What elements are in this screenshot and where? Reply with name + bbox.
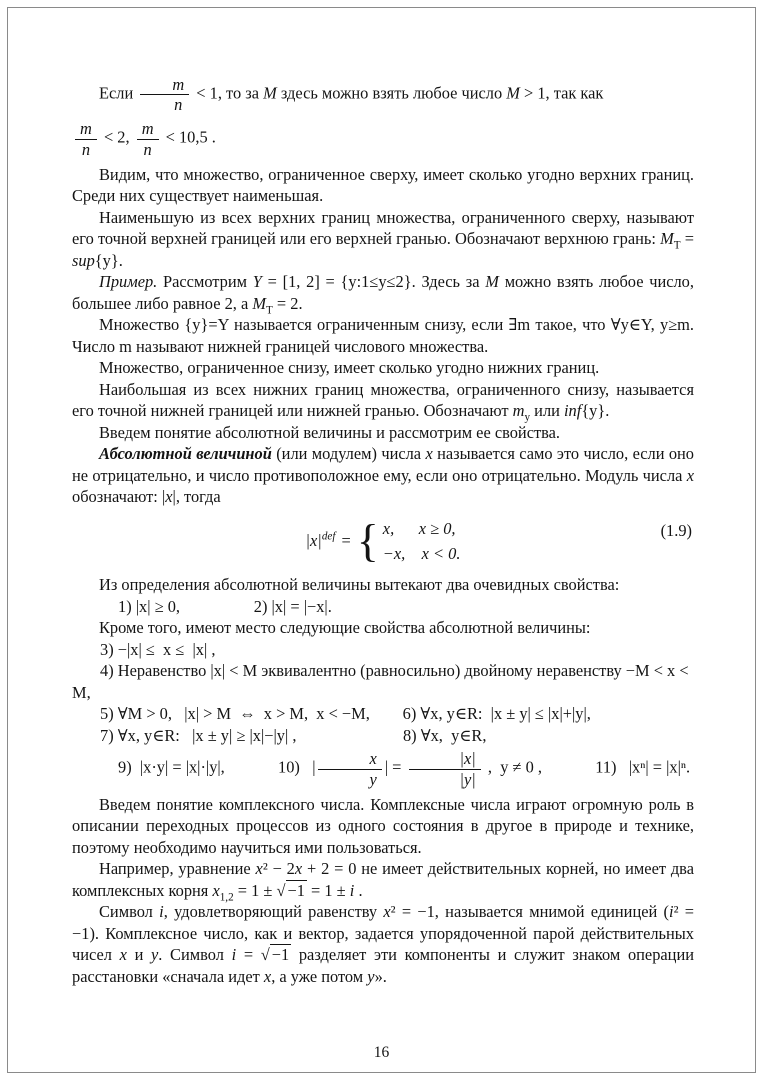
text-run: x xyxy=(119,945,127,965)
property-7-8: 7) ∀x, y∈R: |x ± y| ≥ |x|−|y| , 8) ∀x, y∈R, xyxy=(100,725,487,745)
text-run: i xyxy=(349,880,355,900)
property-1-2: 1) |x| ≥ 0, 2) |x| = |−x|. xyxy=(118,596,332,616)
text-run: M xyxy=(252,293,266,313)
equation-1-9 xyxy=(72,516,694,567)
page-number: 16 xyxy=(373,1044,390,1061)
text-run: = xyxy=(236,945,261,965)
text-run: {y}. xyxy=(581,401,610,421)
text-run: M xyxy=(485,272,499,292)
fraction: $\frac{m}{n}$ xyxy=(140,76,189,113)
paragraph-fraction-examples xyxy=(72,119,694,158)
text-run: , y ≠ 0 , 11) |xⁿ| = |x|ⁿ. xyxy=(483,757,691,777)
text-run: + 2 = 0 не имеет действительных корней, но имеет два комплексных корня xyxy=(72,859,694,900)
text-run: i xyxy=(231,945,237,965)
text-run: . Символ xyxy=(158,945,232,965)
square-root: √ −1 xyxy=(276,880,305,900)
text-run: ² − 2 xyxy=(262,859,295,879)
text-run: y xyxy=(367,966,375,986)
text-run: Пример. xyxy=(99,272,158,292)
text-run: можно взять любое число, большее либо равное 2, а xyxy=(72,272,694,313)
text-run: i xyxy=(159,902,164,922)
paragraph-bound-m-intro xyxy=(72,75,694,114)
text-run: x xyxy=(425,444,433,464)
text-run: x xyxy=(686,465,694,485)
text-run: называется само это число, если оно не отрицательно, и число противоположное ему, если оно отрицательно. Модуль числа xyxy=(72,444,695,485)
fraction: $\frac{|x|}{|y|}$ xyxy=(409,750,481,787)
text-run: < 10,5 . xyxy=(161,127,216,147)
text-run: y xyxy=(151,945,159,965)
text-run: Абсолютной величиной xyxy=(99,444,272,464)
property-3: 3) −|x| ≤ x ≤ |x| , xyxy=(100,639,216,659)
text-run: разделяет эти компоненты и служит знаком операции расстановки «сначала идет xyxy=(72,945,694,986)
text-run: x xyxy=(294,859,303,879)
text-run: x xyxy=(383,902,391,922)
text-run: | xyxy=(312,757,316,777)
text-run: и xyxy=(126,945,152,965)
text-run: = 2. xyxy=(272,293,303,313)
text-run: = xyxy=(680,229,695,249)
text-run: M xyxy=(660,229,674,249)
text-run: ». xyxy=(374,966,387,986)
paragraph-quadratic-example xyxy=(72,858,694,901)
text-run: Наибольшая из всех нижних границ множества, ограниченного снизу, называется его точной нижней границей или нижней гранью. Обозначают xyxy=(72,379,694,421)
def-superscript: def xyxy=(321,530,336,543)
subscript: 1,2 xyxy=(219,891,234,903)
text-run: x xyxy=(255,859,263,879)
text-run: ² = −1). Комплексное число, как и вектор, задается упорядоченной парой действительных чисел xyxy=(72,902,695,965)
text-run: M xyxy=(506,83,520,103)
subscript: y xyxy=(524,411,531,424)
paragraph-absolute-value-intro: Введем понятие абсолютной величины и рассмотрим ее свойства. xyxy=(99,422,561,442)
subscript: T xyxy=(266,304,273,317)
paragraph-absolute-value-definition xyxy=(72,443,694,507)
text-run: x xyxy=(263,966,272,986)
text-run: x xyxy=(165,487,173,507)
left-brace: { xyxy=(356,515,379,567)
text-run: i xyxy=(669,902,674,922)
text-run: Символ xyxy=(99,902,160,922)
text-run: , удовлетворяющий равенству xyxy=(163,902,384,922)
text-run: 9) |x·y| = |x|·|y|, 10) xyxy=(118,757,313,777)
paragraph-two-properties-intro: Из определения абсолютной величины вытекают два очевидных свойства: xyxy=(99,575,620,595)
text-run: = 1 ± xyxy=(233,880,277,900)
cases-block xyxy=(383,516,461,567)
subscript: T xyxy=(673,239,681,252)
text-run: . xyxy=(354,880,363,900)
text-run: |, тогда xyxy=(172,487,221,507)
property-9-10-11 xyxy=(72,749,694,788)
page-content xyxy=(72,72,694,987)
abs-x: |x| xyxy=(305,531,322,551)
text-run: обозначают: | xyxy=(72,487,166,507)
text-run: Рассмотрим xyxy=(157,272,253,292)
text-run: Наименьшую из всех верхних границ множества, ограниченного сверху, называют его точной верхней границей или его верхней гранью. Обозначают верхнюю грань: xyxy=(72,207,694,249)
text-run: x xyxy=(212,880,220,900)
case-negative: −x, x < 0. xyxy=(382,544,461,564)
property-4: 4) Неравенство |x| < M эквивалентно (равносильно) двойному неравенству −M < x < M, xyxy=(72,661,693,702)
paragraph-example xyxy=(72,271,694,317)
text-run: или xyxy=(530,401,564,421)
paragraph-supremum-definition xyxy=(72,207,694,271)
text-run: , а уже потом xyxy=(271,966,368,986)
text-run: Если xyxy=(99,83,138,103)
paragraph-upper-bounds: Видим, что множество, ограниченное сверху, имеет сколько угодно верхних границ. Среди них существует наименьшая. xyxy=(72,164,694,206)
text-run: здесь можно взять любое число xyxy=(276,83,507,103)
text-run: < 2, xyxy=(99,127,134,147)
text-run: = [1, 2] = {y:1≤y≤2}. Здесь за xyxy=(261,272,486,292)
text-run: = 1 ± xyxy=(306,880,350,900)
text-run: (или модулем) числа xyxy=(271,444,426,464)
fraction: $\frac{m}{n}$ xyxy=(75,120,97,157)
text-run: {y}. xyxy=(94,250,123,270)
text-run: M xyxy=(263,83,277,103)
case-nonnegative: x, x ≥ 0, xyxy=(382,518,456,538)
text-run: m xyxy=(512,401,525,421)
text-run: > 1, так как xyxy=(519,83,604,103)
text-run: Например, уравнение xyxy=(99,859,256,879)
property-5-6: 5) ∀M > 0, |x| > M ⇔ x > M, x < −M, 6) ∀x, y∈R: |x ± y| ≤ |x|+|y|, xyxy=(100,704,591,724)
text-run: Y xyxy=(252,272,262,292)
square-root: √ −1 xyxy=(260,945,290,965)
fraction: $\frac{m}{n}$ xyxy=(137,120,159,157)
paragraph-imaginary-unit xyxy=(72,901,694,987)
equation-number: (1.9) xyxy=(660,520,692,540)
paragraph-lower-bound-definition: Множество {y}=Y называется ограниченным снизу, если ∃m такое, что ∀y∈Y, y≥m. Число m называют нижней границей числового множества. xyxy=(72,315,694,356)
equals-sign: = xyxy=(341,531,351,551)
paragraph-more-properties-intro: Кроме того, имеют место следующие свойства абсолютной величины: xyxy=(99,618,591,638)
fraction: $\frac{x}{y}$ xyxy=(318,750,381,787)
paragraph-lower-bounds: Множество, ограниченное снизу, имеет сколько угодно нижних границ. xyxy=(99,358,600,378)
abs-x-lhs xyxy=(306,530,336,551)
paragraph-infimum-definition xyxy=(72,379,694,422)
text-run: sup xyxy=(72,250,95,270)
text-run: inf xyxy=(564,401,582,421)
paragraph-complex-numbers-intro: Введем понятие комплексного числа. Комплексные числа играют огромную роль в описании переходных процессов из одного состояния в другое в природе и технике, поэтому необходимо научиться ими пользоваться. xyxy=(72,794,694,857)
text-run: | = xyxy=(384,757,406,777)
text-run: < 1, то за xyxy=(192,83,264,103)
text-run: ² = −1, называется мнимой единицей ( xyxy=(390,902,670,922)
